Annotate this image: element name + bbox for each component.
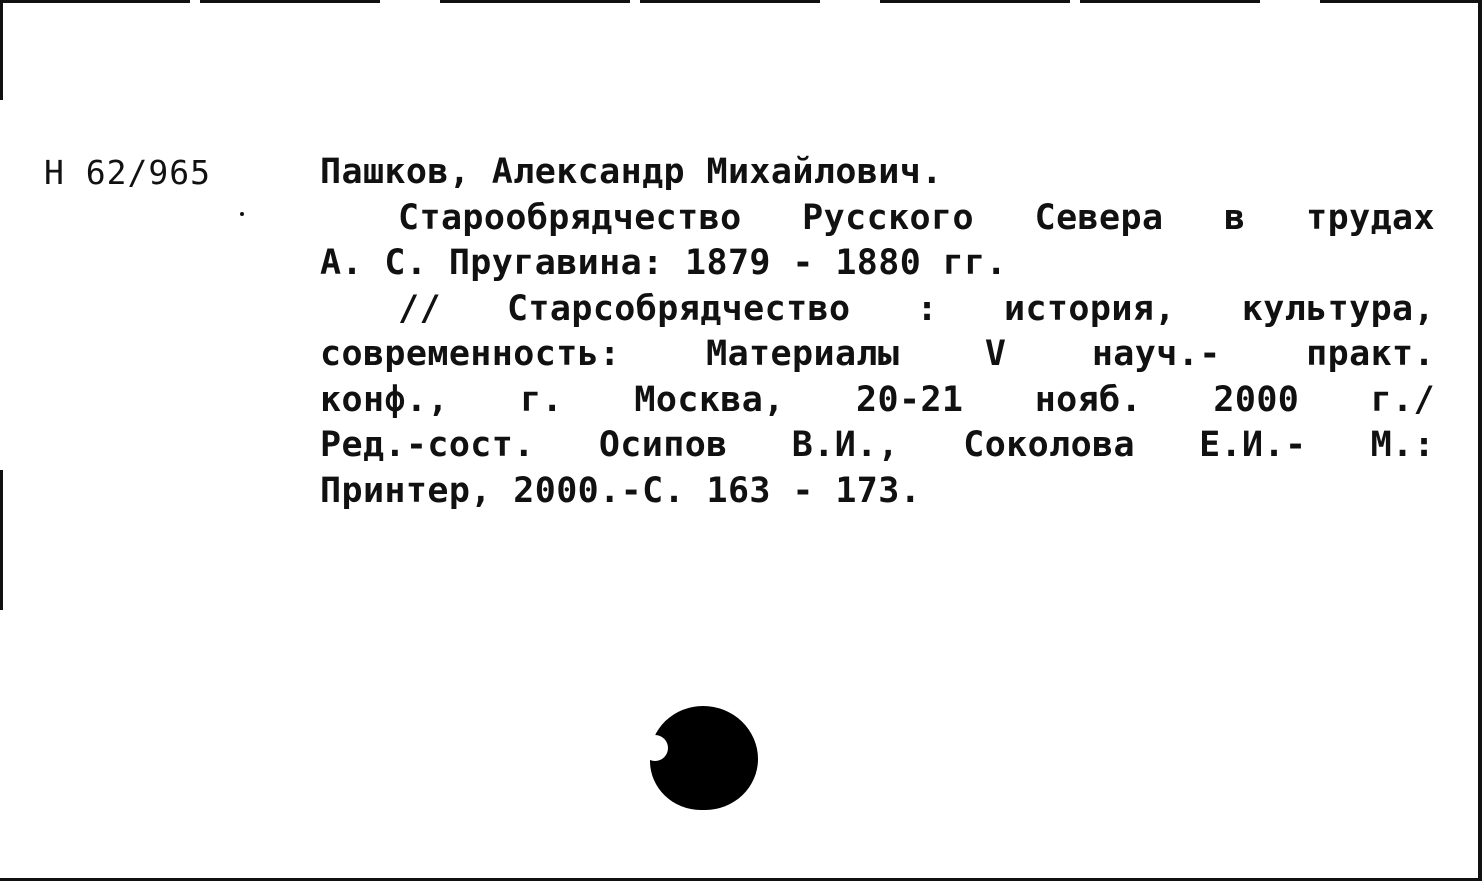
card-right-edge — [1478, 0, 1482, 881]
source-line-2: современность: Материалы V науч.- практ. — [320, 334, 1435, 374]
source-line-1: // Старсобрядчество : история, культура, — [398, 288, 1435, 329]
source-line-3: конф., г. Москва, 20-21 нояб. 2000 г./ — [320, 379, 1435, 420]
bibliographic-entry — [320, 150, 1435, 514]
author-line: Пашков, Александр Михайлович. — [320, 152, 943, 192]
card-top-edge — [0, 0, 1482, 3]
source-line-5: Принтер, 2000.-С. 163 - 173. — [320, 470, 922, 511]
title-line-2: А. С. Пругавина: 1879 - 1880 гг. — [320, 243, 1008, 283]
punch-hole-notch — [642, 735, 668, 761]
punch-hole — [650, 706, 758, 810]
card-left-edge-lower — [0, 470, 3, 610]
title-line-1: Старообрядчество Русского Севера в трудах — [398, 197, 1435, 238]
source-line-4: Ред.-сост. Осипов В.И., Соколова Е.И.- М.: — [320, 425, 1435, 465]
card-left-edge — [0, 0, 3, 100]
ink-dot — [240, 212, 244, 216]
shelfmark: Н 62/965 — [44, 153, 211, 192]
